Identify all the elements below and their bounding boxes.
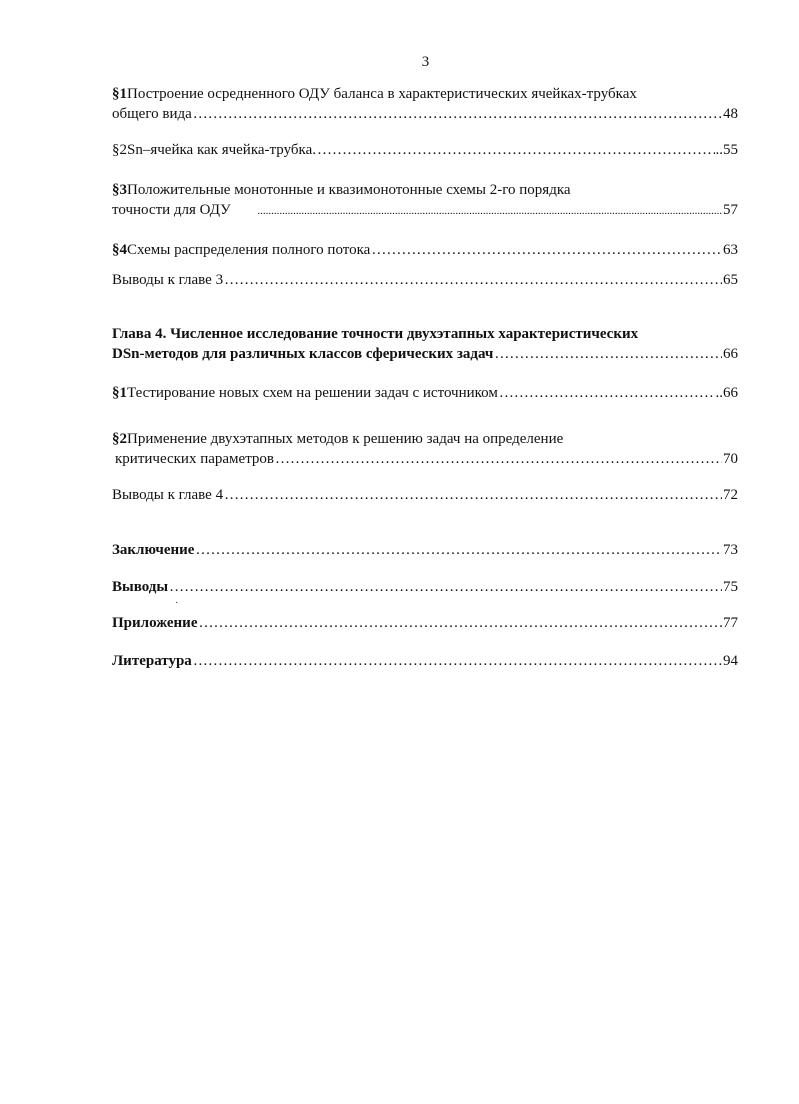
entry-title: Построение осредненного ОДУ баланса в характеристических ячейках-трубках (127, 86, 637, 102)
stray-mark: ˙ (175, 601, 179, 612)
toc-entry-line1 (112, 540, 738, 560)
page-number: 3 (421, 54, 430, 70)
entry-title: Литература (112, 653, 192, 669)
dot-leader (198, 613, 722, 633)
toc-entry-findings[interactable] (112, 577, 738, 597)
page-ref: 66 (723, 346, 738, 362)
entry-title: Заключение (112, 542, 195, 558)
toc-entry-line1 (112, 270, 738, 290)
toc-entry-line1 (112, 324, 738, 344)
toc-entry-ch4-s2[interactable] (112, 429, 738, 469)
toc-entry-line1 (112, 651, 738, 671)
toc-entry-line2 (112, 449, 738, 469)
entry-title: Выводы к главе 3 (112, 272, 224, 288)
page-ref: 94 (723, 653, 738, 669)
toc-entry-line1 (112, 577, 738, 597)
entry-title-cont: критических параметров (115, 451, 275, 467)
dot-leader (195, 540, 722, 560)
dot-leader (224, 270, 722, 290)
dot-leader (193, 104, 722, 124)
dot-leader (257, 200, 722, 221)
page-ref: 65 (723, 272, 738, 288)
section-prefix: §2 (112, 142, 127, 158)
entry-title: Выводы к главе 4 (112, 487, 224, 503)
toc-entry-line1 (112, 84, 738, 104)
toc-entry-chapter-4[interactable] (112, 324, 738, 364)
section-prefix: §4 (112, 242, 127, 258)
entry-title: Положительные монотонные и квазимонотонные схемы 2-го порядка (127, 182, 571, 198)
entry-title: Применение двухэтапных методов к решению задач на определение (127, 431, 564, 447)
toc-entry-line1 (112, 180, 738, 200)
page-ref: 75 (723, 579, 738, 595)
toc-entry-ch4-s1[interactable] (112, 383, 738, 403)
entry-title-cont: точности для ОДУ (112, 202, 231, 218)
toc-entry-ch3-s3[interactable] (112, 180, 738, 220)
page-ref: 63 (723, 242, 738, 258)
page-ref: 70 (723, 451, 738, 467)
dot-leader (224, 485, 722, 505)
dot-leader (317, 140, 715, 160)
section-prefix: §2 (112, 431, 127, 447)
toc-entry-line1 (112, 429, 738, 449)
toc-entry-references[interactable] (112, 651, 738, 671)
page-ref: 73 (723, 542, 738, 558)
toc-entry-line2 (112, 344, 738, 364)
dot-leader (193, 651, 722, 671)
dot-leader (494, 344, 722, 364)
toc-entry-conclusion[interactable] (112, 540, 738, 560)
page-ref: 72 (723, 487, 738, 503)
section-prefix: §1 (112, 385, 127, 401)
entry-title: Приложение (112, 615, 198, 631)
toc-entry-line1 (112, 240, 738, 260)
toc-entry-line1 (112, 383, 738, 403)
section-prefix: §3 (112, 182, 127, 198)
entry-title: Выводы (112, 579, 169, 595)
toc-entry-ch4-conclusions[interactable] (112, 485, 738, 505)
page-ref: 48 (723, 106, 738, 122)
dot-leader (169, 577, 722, 597)
dot-leader (499, 383, 715, 403)
page-ref: ..66 (715, 385, 738, 401)
entry-title: Sn–ячейка как ячейка-трубка. (127, 142, 316, 158)
toc-entry-line2 (112, 104, 738, 124)
page-ref: 57 (723, 202, 738, 218)
toc-entry-line1 (112, 140, 738, 160)
toc-entry-ch3-s2[interactable] (112, 140, 738, 160)
entry-title: Тестирование новых схем на решении задач с источником (127, 385, 498, 401)
toc-entry-ch3-s4[interactable] (112, 240, 738, 260)
entry-title-cont: общего вида (112, 106, 192, 122)
chapter-title-cont: DSn-методов для различных классов сферических задач (112, 346, 494, 362)
page-ref: ..55 (715, 142, 738, 158)
toc-entry-appendix[interactable] (112, 613, 738, 633)
toc-entry-ch3-conclusions[interactable] (112, 270, 738, 290)
entry-title: Схемы распределения полного потока (127, 242, 371, 258)
dot-leader (371, 240, 722, 260)
section-prefix: §1 (112, 86, 127, 102)
toc-entry-line2 (112, 200, 738, 220)
toc-entry-line1 (112, 613, 738, 633)
page-ref: 77 (723, 615, 738, 631)
toc-entry-line1 (112, 485, 738, 505)
chapter-title: Глава 4. Численное исследование точности двухэтапных характеристических (112, 326, 639, 342)
dot-leader (275, 449, 722, 469)
toc-entry-ch3-s1[interactable] (112, 84, 738, 124)
